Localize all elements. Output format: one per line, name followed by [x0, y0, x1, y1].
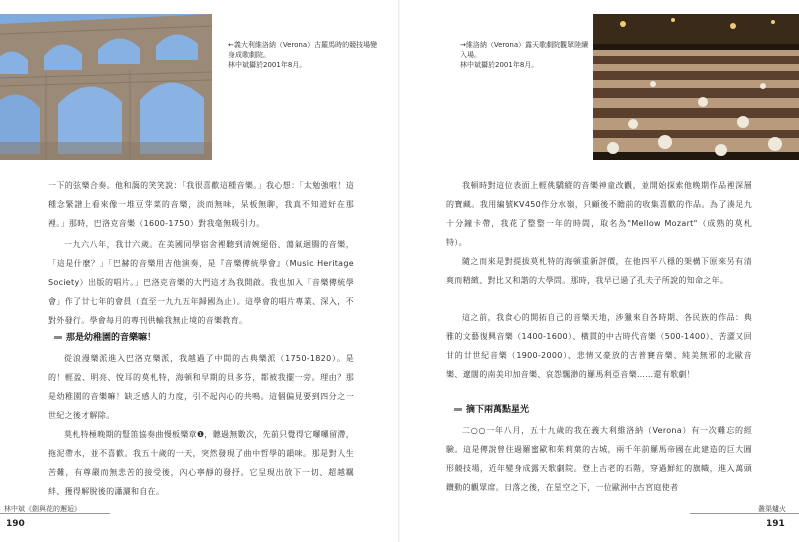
left-paragraph-1: 一下的弦樂合奏。他和藹的笑笑說：「我很喜歡這種音樂。」我心想：「太勉強啦！這種念緊譜上看來像一堆豆芽菜的音樂，淡而無味，呆板無聊，我真不知道好在那裡。」那時，巴洛克音樂（1600-1750）對我毫無吸引力。: [48, 181, 354, 228]
right-heading-text: 摘下兩萬點星光: [466, 405, 530, 415]
left-paragraph-4: 莫札特極晚期的豎笛協奏曲慢板樂章❶，聽過無數次，先前只覺得它囉囉留滯，拖泥帶水，並不喜歡。我五十歲的一天，突然發現了曲中哲學的韻味。那是對人生苦難，有尊嚴而無悲苦的接受後，內心寧靜的發抒。它呈現出放下一切、超越羈絆、獲得解脫後的瀟灑和自在。: [48, 430, 354, 496]
left-paragraph-3: 從浪漫樂派進入巴洛克樂派，我越過了中間的古典樂派（1750-1820）。是的！輕盈、明亮、悅耳的莫札特，海頓和早期的貝多芬，都被我擺一旁。理由？那是幼稚園的音樂嘛！缺乏感人的力度，引不起內心的共鳴。這個偏見要到四分之一世紀之後才解除。: [48, 354, 354, 420]
arena-photo: [0, 14, 212, 160]
right-paragraph-1: 我頓時對這位表面上輕佻驕縱的音樂神童改觀，並開始探索他晚期作品裡深層的寶藏。我用編號KV450作分水嶺，只顧後不瞻前的收集喜歡的作品。為了湊足九十分鐘卡帶，我花了整整一年的時間，取名為"Mellow Mozart"（成熟的莫札特）。: [446, 181, 752, 247]
right-paragraph-2: 隨之而來是對提拔莫札特的海頓重新評價，在他四平八穩的架構下原來另有清爽而精緻、對比又和諧的大學問。那時，我早已過了孔夫子所說的知命之年。: [446, 257, 752, 285]
right-page: [400, 0, 799, 542]
right-paragraph-4: 二○○一年八月，五十九歲的我在義大利維洛納（Verona）有一次難忘的經驗。這是傳說曾住過羅蜜歐和茱莉葉的古城，兩千年前羅馬帝國在此建造的巨大圓形競技場，近年變身成露天歌劇院。登上古老的石階，穿過鮮紅的旗幟，進入萬頭鑽動的觀眾席。日落之後，在星空之下，一位歐洲中古宮庭使者: [446, 426, 752, 492]
arena-arches-image: [0, 14, 212, 160]
right-caption-credit: 林中斌攝於2001年8月。: [460, 61, 539, 69]
left-heading-text: 那是幼稚園的音樂嘛！: [66, 333, 157, 343]
left-page-number: 190: [6, 519, 25, 529]
right-paragraph-3: 這之前，我食心的開拓自己的音樂天地，涉獵來自各時期、各民族的作品：典雅的文藝復興音樂（1400-1600）、橫貫的中古時代音樂（500-1400）、苦澀又回甘的廿世紀音樂（1900-2000）、悲情又豪放的吉普賽音樂、純美無邪的北歐音樂、遼闊的南美印加音樂、哀怨飄渺的羅馬利亞音樂……還有歌劇！: [446, 313, 752, 379]
opera-audience-photo: [593, 14, 799, 160]
right-page-number: 191: [766, 519, 785, 529]
left-page: [0, 0, 399, 542]
heading-bar-icon: [454, 408, 462, 411]
right-photo-caption: [460, 40, 590, 70]
left-paragraph-2: 一九六八年，我廿六歲。在美國同學宿舍裡聽到清婉絕俗、蕩氣迴腸的音樂，「這是什麼？」「巴赫的音樂用吉他演奏，是『音樂傳統學會』（Music Heritage Society）出版的唱片。」巴洛克音樂的大門這才為我開啟。我也加入「音樂傳統學會」作了廿七年的會員（直至一九九五年歸國為止）。這學會的唱片專業、深入，不對外發行。學會每月的專刊供輸我無止境的音樂教育。: [48, 240, 354, 325]
left-section-heading: [54, 330, 156, 343]
opera-audience-image: [593, 14, 799, 160]
heading-bar-icon: [54, 336, 62, 339]
right-caption-text: →維洛納（Verona）露天歌劇院觀眾陸續入場。: [460, 41, 589, 59]
right-section-heading: [454, 402, 529, 415]
left-caption-text: ←義大利維洛納（Verona）古羅馬時的競技場變身成歌劇院。: [228, 41, 378, 59]
right-footer-title: 叢渠爐火: [758, 505, 786, 513]
left-photo-caption: [228, 40, 378, 70]
left-footer-title: 林中斌《劍與花的邂逅》: [4, 505, 81, 513]
left-caption-credit: 林中斌攝於2001年8月。: [228, 61, 307, 69]
